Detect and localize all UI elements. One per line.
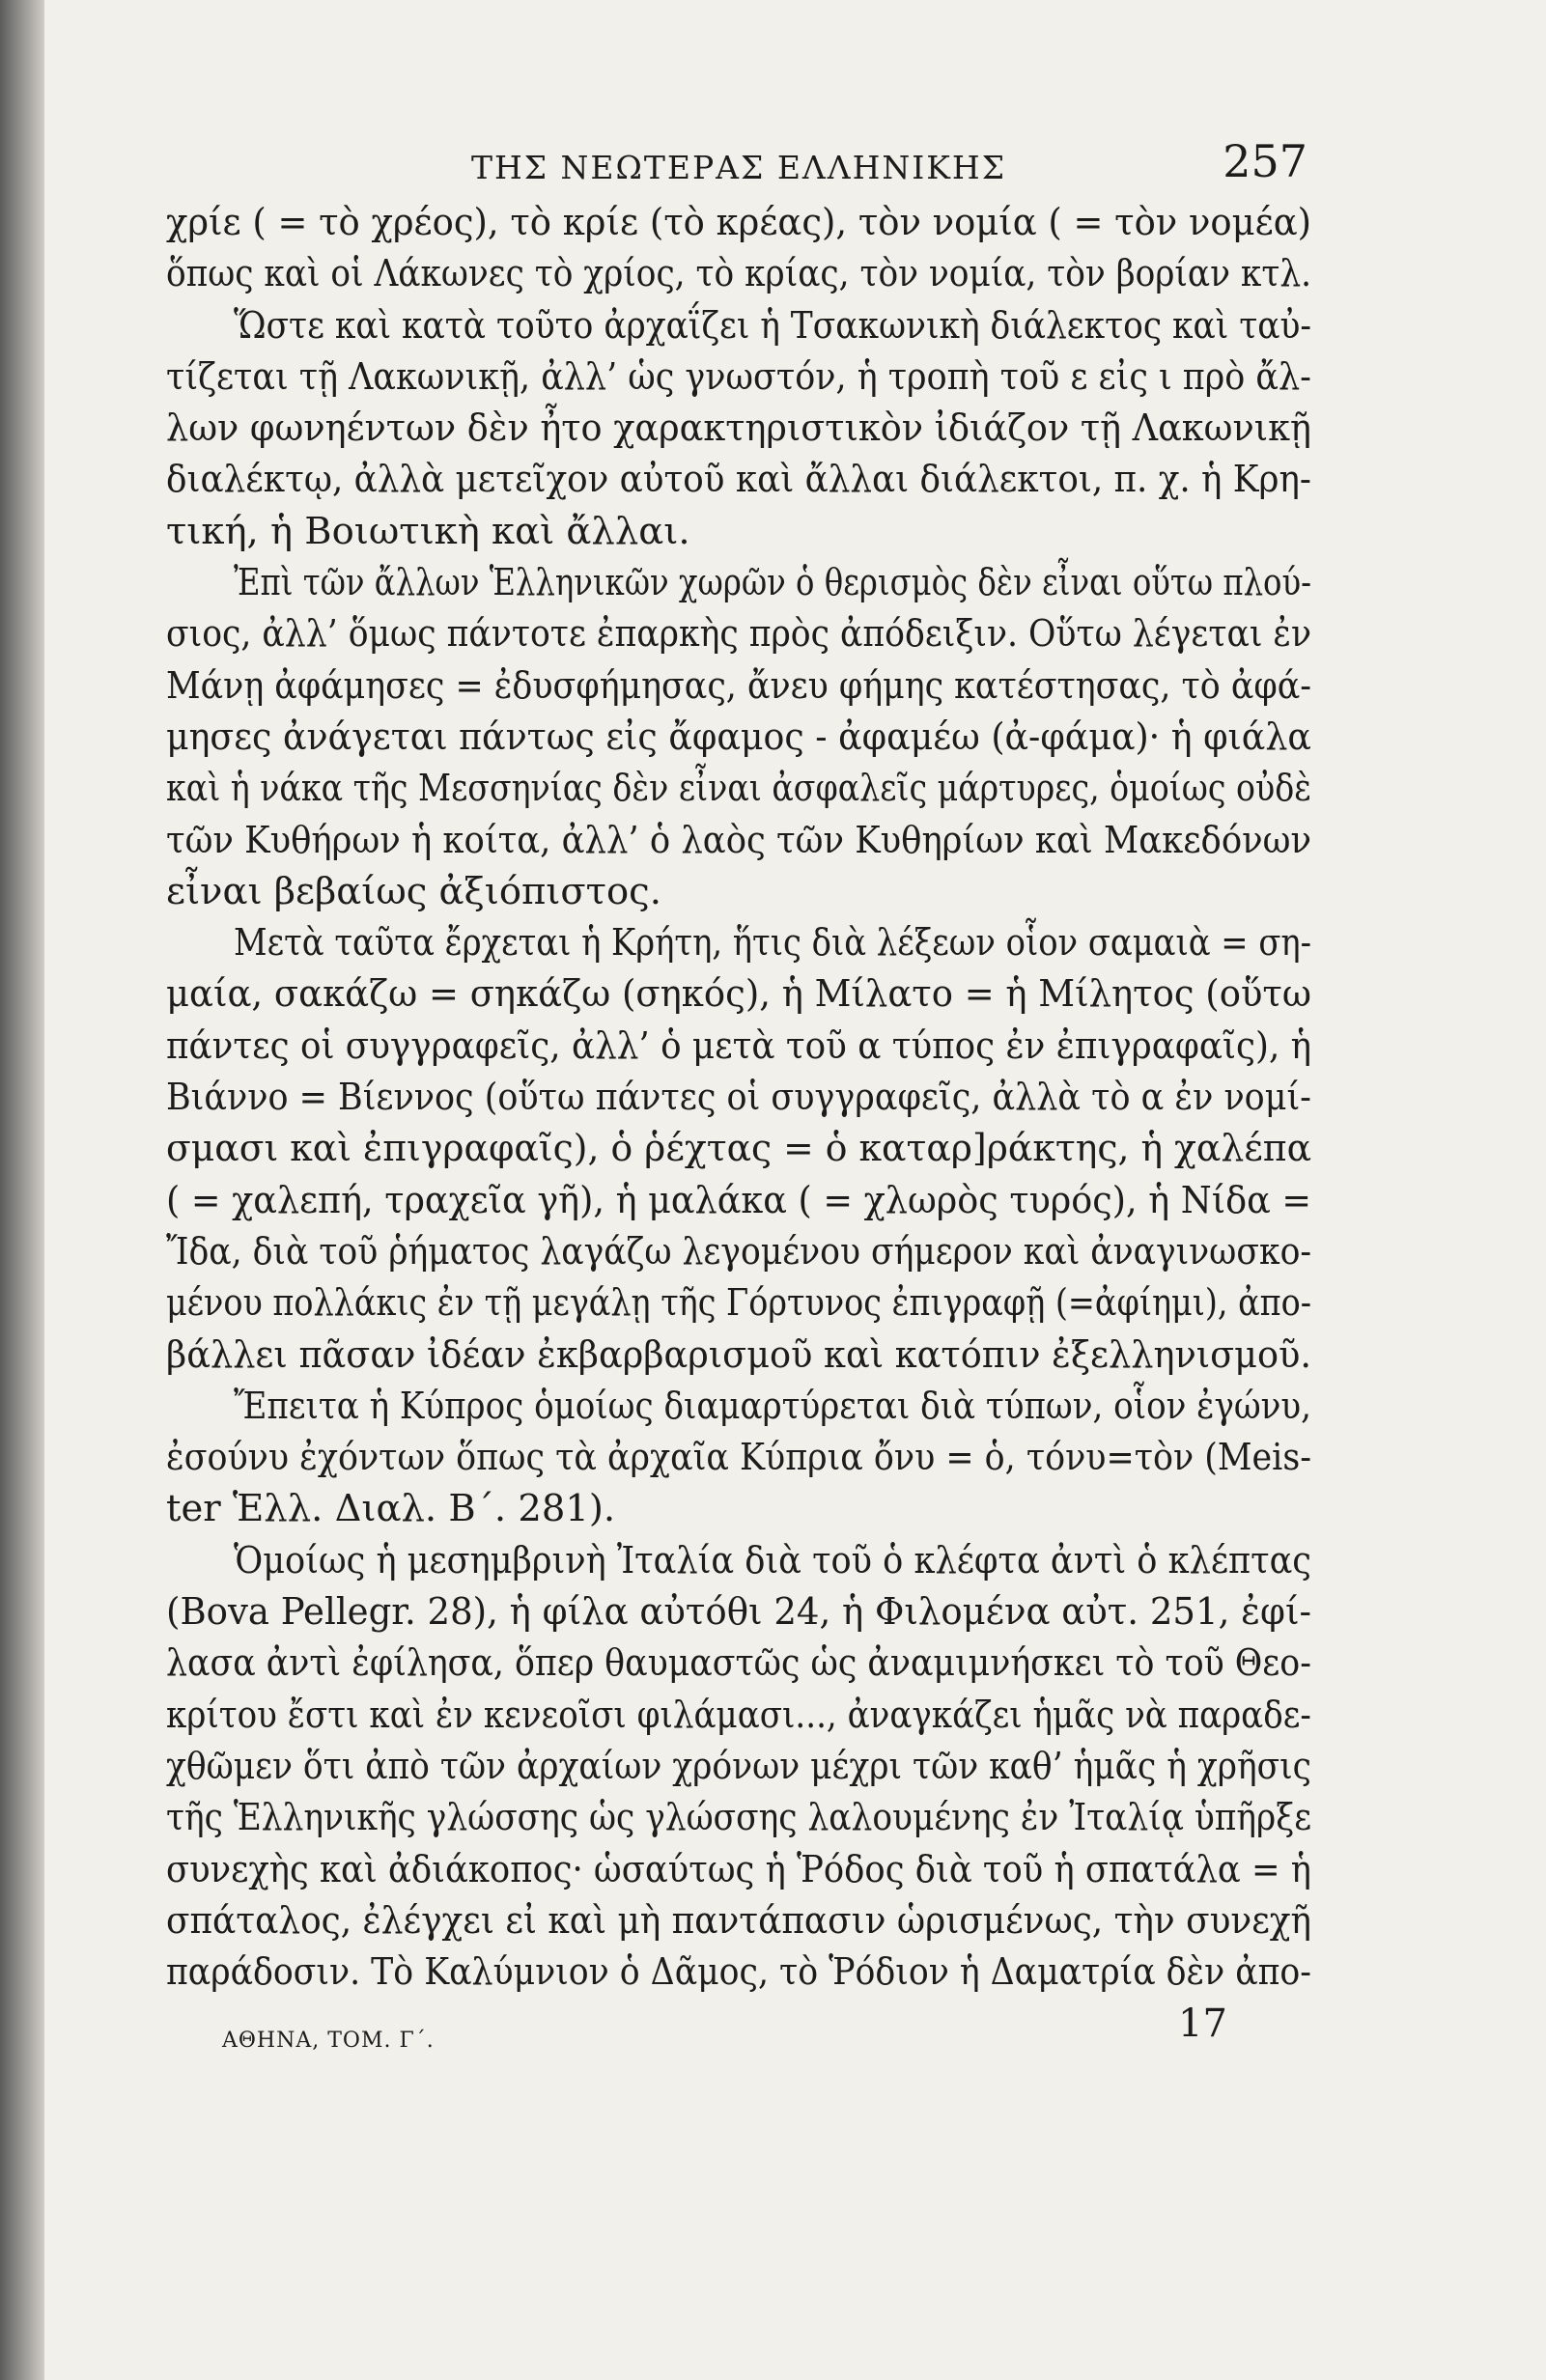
text-line: Ἴδα, διὰ τοῦ ῥήματος λαγάζω λεγομένου σήμερον καὶ ἀναγινωσκο- (166, 1229, 1311, 1274)
text-line: Ὥστε καὶ κατὰ τοῦτο ἀρχαΐζει ἡ Τσακωνικὴ διάλεκτος καὶ ταὐ- (234, 303, 1311, 348)
page-footer (166, 2002, 1311, 2063)
page-gutter-shadow (0, 0, 44, 2380)
page-content (166, 135, 1311, 2063)
text-line: διαλέκτῳ, ἀλλὰ μετεῖχον αὐτοῦ καὶ ἄλλαι διάλεκτοι, π. χ. ἡ Κρη- (166, 458, 1311, 502)
text-line: τῶν Κυθήρων ἡ κοίτα, ἀλλ’ ὁ λαὸς τῶν Κυθηρίων καὶ Μακεδόνων (166, 818, 1311, 862)
text-line: Ὁμοίως ἡ μεσημβρινὴ Ἰταλία διὰ τοῦ ὁ κλέφτα ἀντὶ ὁ κλέπτας (234, 1538, 1311, 1582)
text-line: τῆς Ἑλληνικῆς γλώσσης ὡς γλώσσης λαλουμένης ἐν Ἰταλίᾳ ὑπῆρξε (166, 1796, 1311, 1840)
text-line: Ἐπὶ τῶν ἄλλων Ἑλληνικῶν χωρῶν ὁ θερισμὸς δὲν εἶναι οὕτω πλού- (234, 561, 1311, 605)
text-line: σιος, ἀλλ’ ὅμως πάντοτε ἐπαρκὴς πρὸς ἀπόδειξιν. Οὕτω λέγεται ἐν (166, 612, 1311, 657)
text-line: Ἔπειτα ἡ Κύπρος ὁμοίως διαμαρτύρεται διὰ τύπων, οἷον ἐγώνυ, (234, 1384, 1311, 1428)
text-line: μαία, σακάζω = σηκάζω (σηκός), ἡ Μίλατο = ἡ Μίλητος (οὕτω (166, 972, 1311, 1017)
text-line: χρίε ( = τὸ χρέος), τὸ κρίε (τὸ κρέας), τὸν νομία ( = τὸν νομέα) (166, 201, 1311, 244)
text-line: πάντες οἱ συγγραφεῖς, ἀλλ’ ὁ μετὰ τοῦ α τύπος ἐν ἐπιγραφαῖς), ἡ (166, 1023, 1311, 1068)
signature-number: 17 (1178, 2002, 1227, 2047)
text-line: Μετὰ ταῦτα ἔρχεται ἡ Κρήτη, ἥτις διὰ λέξεων οἷον σαμαιὰ = ση- (234, 921, 1311, 966)
text-line: εἶναι βεβαίως ἀξιόπιστος. (166, 869, 661, 913)
text-line: Μάνῃ ἀφάμησες = ἐδυσφήμησας, ἄνευ φήμης κατέστησας, τὸ ἀφά- (166, 663, 1311, 708)
text-line: μένου πολλάκις ἐν τῇ μεγάλῃ τῆς Γόρτυνος ἐπιγραφῇ (=ἀφίημι), ἀπο- (166, 1281, 1311, 1326)
page-number: 257 (1223, 135, 1307, 187)
text-line: τική, ἡ Βοιωτικὴ καὶ ἄλλαι. (166, 509, 690, 553)
running-title: ΤΗΣ ΝΕΩΤΕΡΑΣ ΕΛΛΗΝΙΚΗΣ (470, 149, 1007, 186)
text-line: λασα ἀντὶ ἐφίλησα, ὅπερ θαυμαστῶς ὡς ἀναμιμνήσκει τὸ τοῦ Θεο- (166, 1641, 1311, 1686)
text-line: (Bova Pellegr. 28), ἡ φίλα αὐτόθι 24, ἡ Φιλομένα αὐτ. 251, ἐφί- (166, 1590, 1311, 1635)
text-line: βάλλει πᾶσαν ἰδέαν ἐκβαρβαρισμοῦ καὶ κατόπιν ἐξελληνισμοῦ. (166, 1332, 1311, 1377)
text-line: τίζεται τῇ Λακωνικῇ, ἀλλ’ ὡς γνωστόν, ἡ τροπὴ τοῦ ε εἰς ι πρὸ ἄλ- (166, 354, 1311, 399)
text-line: λων φωνηέντων δὲν ἦτο χαρακτηριστικὸν ἰδιάζον τῇ Λακωνικῇ (166, 406, 1311, 451)
text-line: σμασι καὶ ἐπιγραφαῖς), ὁ ῥέχτας = ὁ καταρ]ράκτης, ἡ χαλέπα (166, 1127, 1311, 1171)
text-line: ter Ἑλλ. Διαλ. Β΄. 281). (166, 1487, 616, 1531)
text-line: κρίτου ἔστι καὶ ἐν κενεοῖσι φιλάμασι..., ἀναγκάζει ἡμᾶς νὰ παραδε- (166, 1693, 1311, 1737)
body-text (166, 197, 1311, 1998)
text-line: χθῶμεν ὅτι ἀπὸ τῶν ἀρχαίων χρόνων μέχρι τῶν καθ’ ἡμᾶς ἡ χρῆσις (166, 1744, 1311, 1788)
text-line: σπάταλος, ἐλέγχει εἰ καὶ μὴ παντάπασιν ὡρισμένως, τὴν συνεχῆ (166, 1898, 1311, 1943)
text-line: ὅπως καὶ οἱ Λάκωνες τὸ χρίος, τὸ κρίας, τὸν νομία, τὸν βορίαν κτλ. (166, 252, 1311, 296)
text-line: Βιάννο = Βίεννος (οὕτω πάντες οἱ συγγραφεῖς, ἀλλὰ τὸ α ἐν νομί- (166, 1076, 1311, 1120)
text-line: ἐσούνυ ἐχόντων ὅπως τὰ ἀρχαῖα Κύπρια ὄνυ = ὁ, τόνυ=τὸν (Meis- (166, 1436, 1311, 1480)
text-line: καὶ ἡ νάκα τῆς Μεσσηνίας δὲν εἶναι ἀσφαλεῖς μάρτυρες, ὁμοίως οὐδὲ (166, 767, 1311, 811)
page-header (166, 135, 1311, 197)
text-line: παράδοσιν. Τὸ Καλύμνιον ὁ Δᾶμος, τὸ Ῥόδιον ἡ Δαματρία δὲν ἀπο- (166, 1950, 1311, 1995)
signature-mark: ΑΘΗΝΑ, ΤΟΜ. Γ΄. (222, 2029, 435, 2054)
text-line: μησες ἀνάγεται πάντως εἰς ἄφαμος - ἀφαμέω (ἀ-φάμα)· ἡ φιάλα (166, 714, 1311, 759)
text-line: συνεχὴς καὶ ἀδιάκοπος· ὡσαύτως ἡ Ῥόδος διὰ τοῦ ἡ σπατάλα = ἡ (166, 1847, 1311, 1891)
text-line: ( = χαλεπή, τραχεῖα γῆ), ἡ μαλάκα ( = χλωρὸς τυρός), ἡ Νίδα = (166, 1178, 1311, 1222)
